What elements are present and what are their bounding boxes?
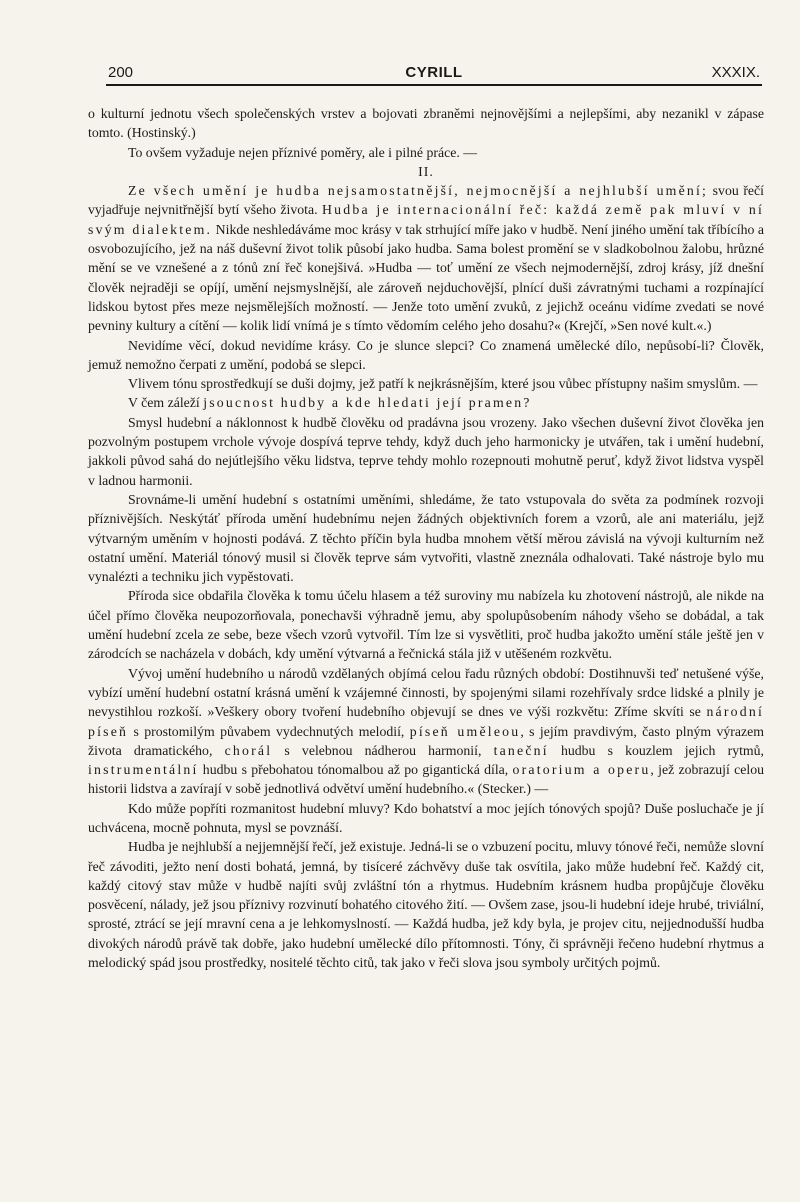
section-heading: II. <box>418 163 434 179</box>
text-run: s prostomilým půvabem vydechnutých melodií, <box>128 723 410 739</box>
paragraph: Smysl hudební a náklonnost k hudbě člověku od pradávna jsou vrozeny. Jako všechen duševní život člověka jen pozvolným postupem vrchole vývoje dospívá teprve tehdy, když duch jeho harmonicky je utvářen, tak i umění hudební, jakkoli původ sahá do nejútlejšího věku lidstva, teprve tehdy mohlo rozepnouti mohutně peruť, když život lidstva vyspěl v ladnou harmonii. <box>88 414 764 488</box>
spaced-emphasis: instrumentální <box>88 762 199 778</box>
paragraph <box>88 664 764 799</box>
paragraph <box>88 393 764 412</box>
spaced-emphasis: píseň uměleou <box>409 723 521 739</box>
text-run: hudbu s přebohatou tónomalbou až po gigantická díla, <box>198 762 513 778</box>
text-run: svou řečí vyjadřuje nejvnitřnější bytí všeho života. <box>88 183 764 218</box>
paragraph: Hudba je nejhlubší a nejjemnější řečí, jež existuje. Jedná-li se o vzbuzení pocitu, mluvy tónové řeči, nemůže slovní řeč závoditi, ježto není dosti bohatá, jemná, by tisíceré záchvěvy duše tak osvítila, jako může hudební řeč. Každý cit, každý citový stav může v hudbě najíti svůj zvláštní tón a rhytmus. Hudebním krásnem hudba propůjčuje člověku posvěcení, nálady, jež jsou příznivy rozvinutí bohatého citového žití. — Ovšem zase, jsou-li hudební ideje hrubé, triviální, sprosté, ztrácí se její mravní cena a je lehkomyslností. — Každá hudba, jež kdy byla, je projev citu, nejjednodušší hudba divokých národů právě tak dobře, jako hudební umělecké dílo přítomnosti. Tóny, či správněji řečeno hudební rhytmus a melodický spád jsou prostředky, nositelé těchto citů, tak jako v řeči slova jsou symboly určitých pojmů. <box>88 839 764 971</box>
spaced-emphasis: Hudba je internacionální řeč: každá země pak mluví v ní svým dialektem. <box>88 202 764 237</box>
volume-number: XXXIX. <box>711 64 760 81</box>
text-run: V čem záleží <box>128 395 204 411</box>
page-number: 200 <box>108 64 134 81</box>
text-run: , s jejím pravdivým, často plným výrazem života dramatického, <box>88 723 764 758</box>
spaced-emphasis: taneční <box>493 742 549 758</box>
paragraph <box>88 181 764 335</box>
spaced-emphasis: oratorium a operu <box>512 762 651 778</box>
spaced-emphasis: jsoucnost hudby a kde hledati její pramen? <box>203 395 532 411</box>
paragraph: To ovšem vyžaduje nejen příznivé poměry, ale i pilné práce. — <box>128 144 478 160</box>
running-header <box>106 58 762 86</box>
text-run: , jež zobrazují celou historii lidstva a zavírají v sobě jednotlivá odvětví umění hudebního.« (Stecker.) — <box>88 762 764 797</box>
text-run: Nikde neshledáváme moc krásy v tak strhující míře jako v hudbě. Není jiného umění tak tříbícího a osvobozujícího, jež na náš duševní život tolik působí jako hudba. Sama bolest promění se v sladkobolnou žalobu, hrůzné mění se ve vznešené a z tónů zní řeč konejšivá. »Hudba — toť umění ze všech nejmodernější, zdroj krásy, jíž dnešní člověk nejraději se opíjí, umění nejsmyslnější, ale zároveň nejduchovější, plnící duši závratnými tuchami a rozpínající lidskou bytost přes meze nejsmělejších možností. — Jenže toto umění zvuků, z jejichž oceánu vidíme zvedati se nové pevniny kultury a cítění — kolik lidí vnímá je s tímto vědomím celého jeho dosahu?« (Krejčí, »Sen nové kult.«.) <box>88 221 764 334</box>
paragraph: Nevidíme věcí, dokud nevidíme krásy. Co je slunce slepci? Co znamená umělecké dílo, nepůsobí-li? Člověk, jemuž nemožno čerpati z umění, podobá se slepci. <box>88 337 764 372</box>
text-run: Vývoj umění hudebního u národů vzdělaných objímá celou řadu různých období: Dostihnuvši teď netušené výše, vybízí umění hudební ostatní krásná umění k vzájemné činnosti, by spojenými silami rozehřívaly srdce lidské a plnily je nevystihlou rozkoší. »Veškery obory tvoření hudebního objevují se dnes ve výši rozkvětu: Zříme skvíti se <box>88 665 764 720</box>
spaced-emphasis: národní píseň <box>88 704 764 739</box>
paragraph: o kulturní jednotu všech společenských vrstev a bojovati zbraněmi nejnovějšími a nejlepšími, aby nezanikl v zápase tomto. (Hostinský.) <box>88 106 764 141</box>
text-run: hudbu s kouzlem jejich rytmů, <box>548 742 765 758</box>
spaced-emphasis: Ze všech umění je hudba nejsamostatnější, nejmocnější a nejhlubší umění; <box>128 183 709 199</box>
page-body <box>88 104 764 972</box>
paragraph: Příroda sice obdařila člověka k tomu účelu hlasem a též suroviny mu nabízela ku zhotovení nástrojů, ale nikde na účel přímo člověka neupozorňovala, ponechavši výhradně jemu, aby spolupůsobením náhody všeho se dobádal, a tak umění hudební zcela ze sebe, beze všech vzorů vytvořil. Tím lze si vysvětliti, proč hudba jakožto umění stále ještě jen v zárodcích se nacházela v dobách, kdy umění výtvarná a řečnická stála již v utěšeném rozkvětu. <box>88 588 764 662</box>
paragraph: Vlivem tónu sprostředkují se duši dojmy, jež patří k nejkrásnějším, které jsou vůbec přístupny našim smyslům. — <box>128 376 758 392</box>
text-run: s velebnou nádherou harmonií, <box>272 742 494 758</box>
paragraph: Srovnáme-li umění hudební s ostatními uměními, shledáme, že tato vstupovala do světa za podmínek rozvoji příznivějších. Neskýtáť příroda umění hudebnímu nejen žádných objektivních forem a vzorů, ale ani materiálu, jejž výtvarným uměním v hojnosti podává. Z těchto příčin byla hudba mnohem větší měrou závislá na vývoji kulturním než ostatní umění. Materiál tónový musil si člověk teprve sám vytvořiti, vlastně zneznála odhalovati. Také nástroje bylo mu vynalézti a techniku jich vypěstovati. <box>88 491 764 585</box>
spaced-emphasis: chorál <box>224 742 273 758</box>
running-title: CYRILL <box>405 64 463 81</box>
paragraph: Kdo může popříti rozmanitost hudební mluvy? Kdo bohatství a moc jejích tónových spojů? Duše posluchače je jí uchvácena, mocně pohnuta, mysl se povznáší. <box>88 800 764 835</box>
